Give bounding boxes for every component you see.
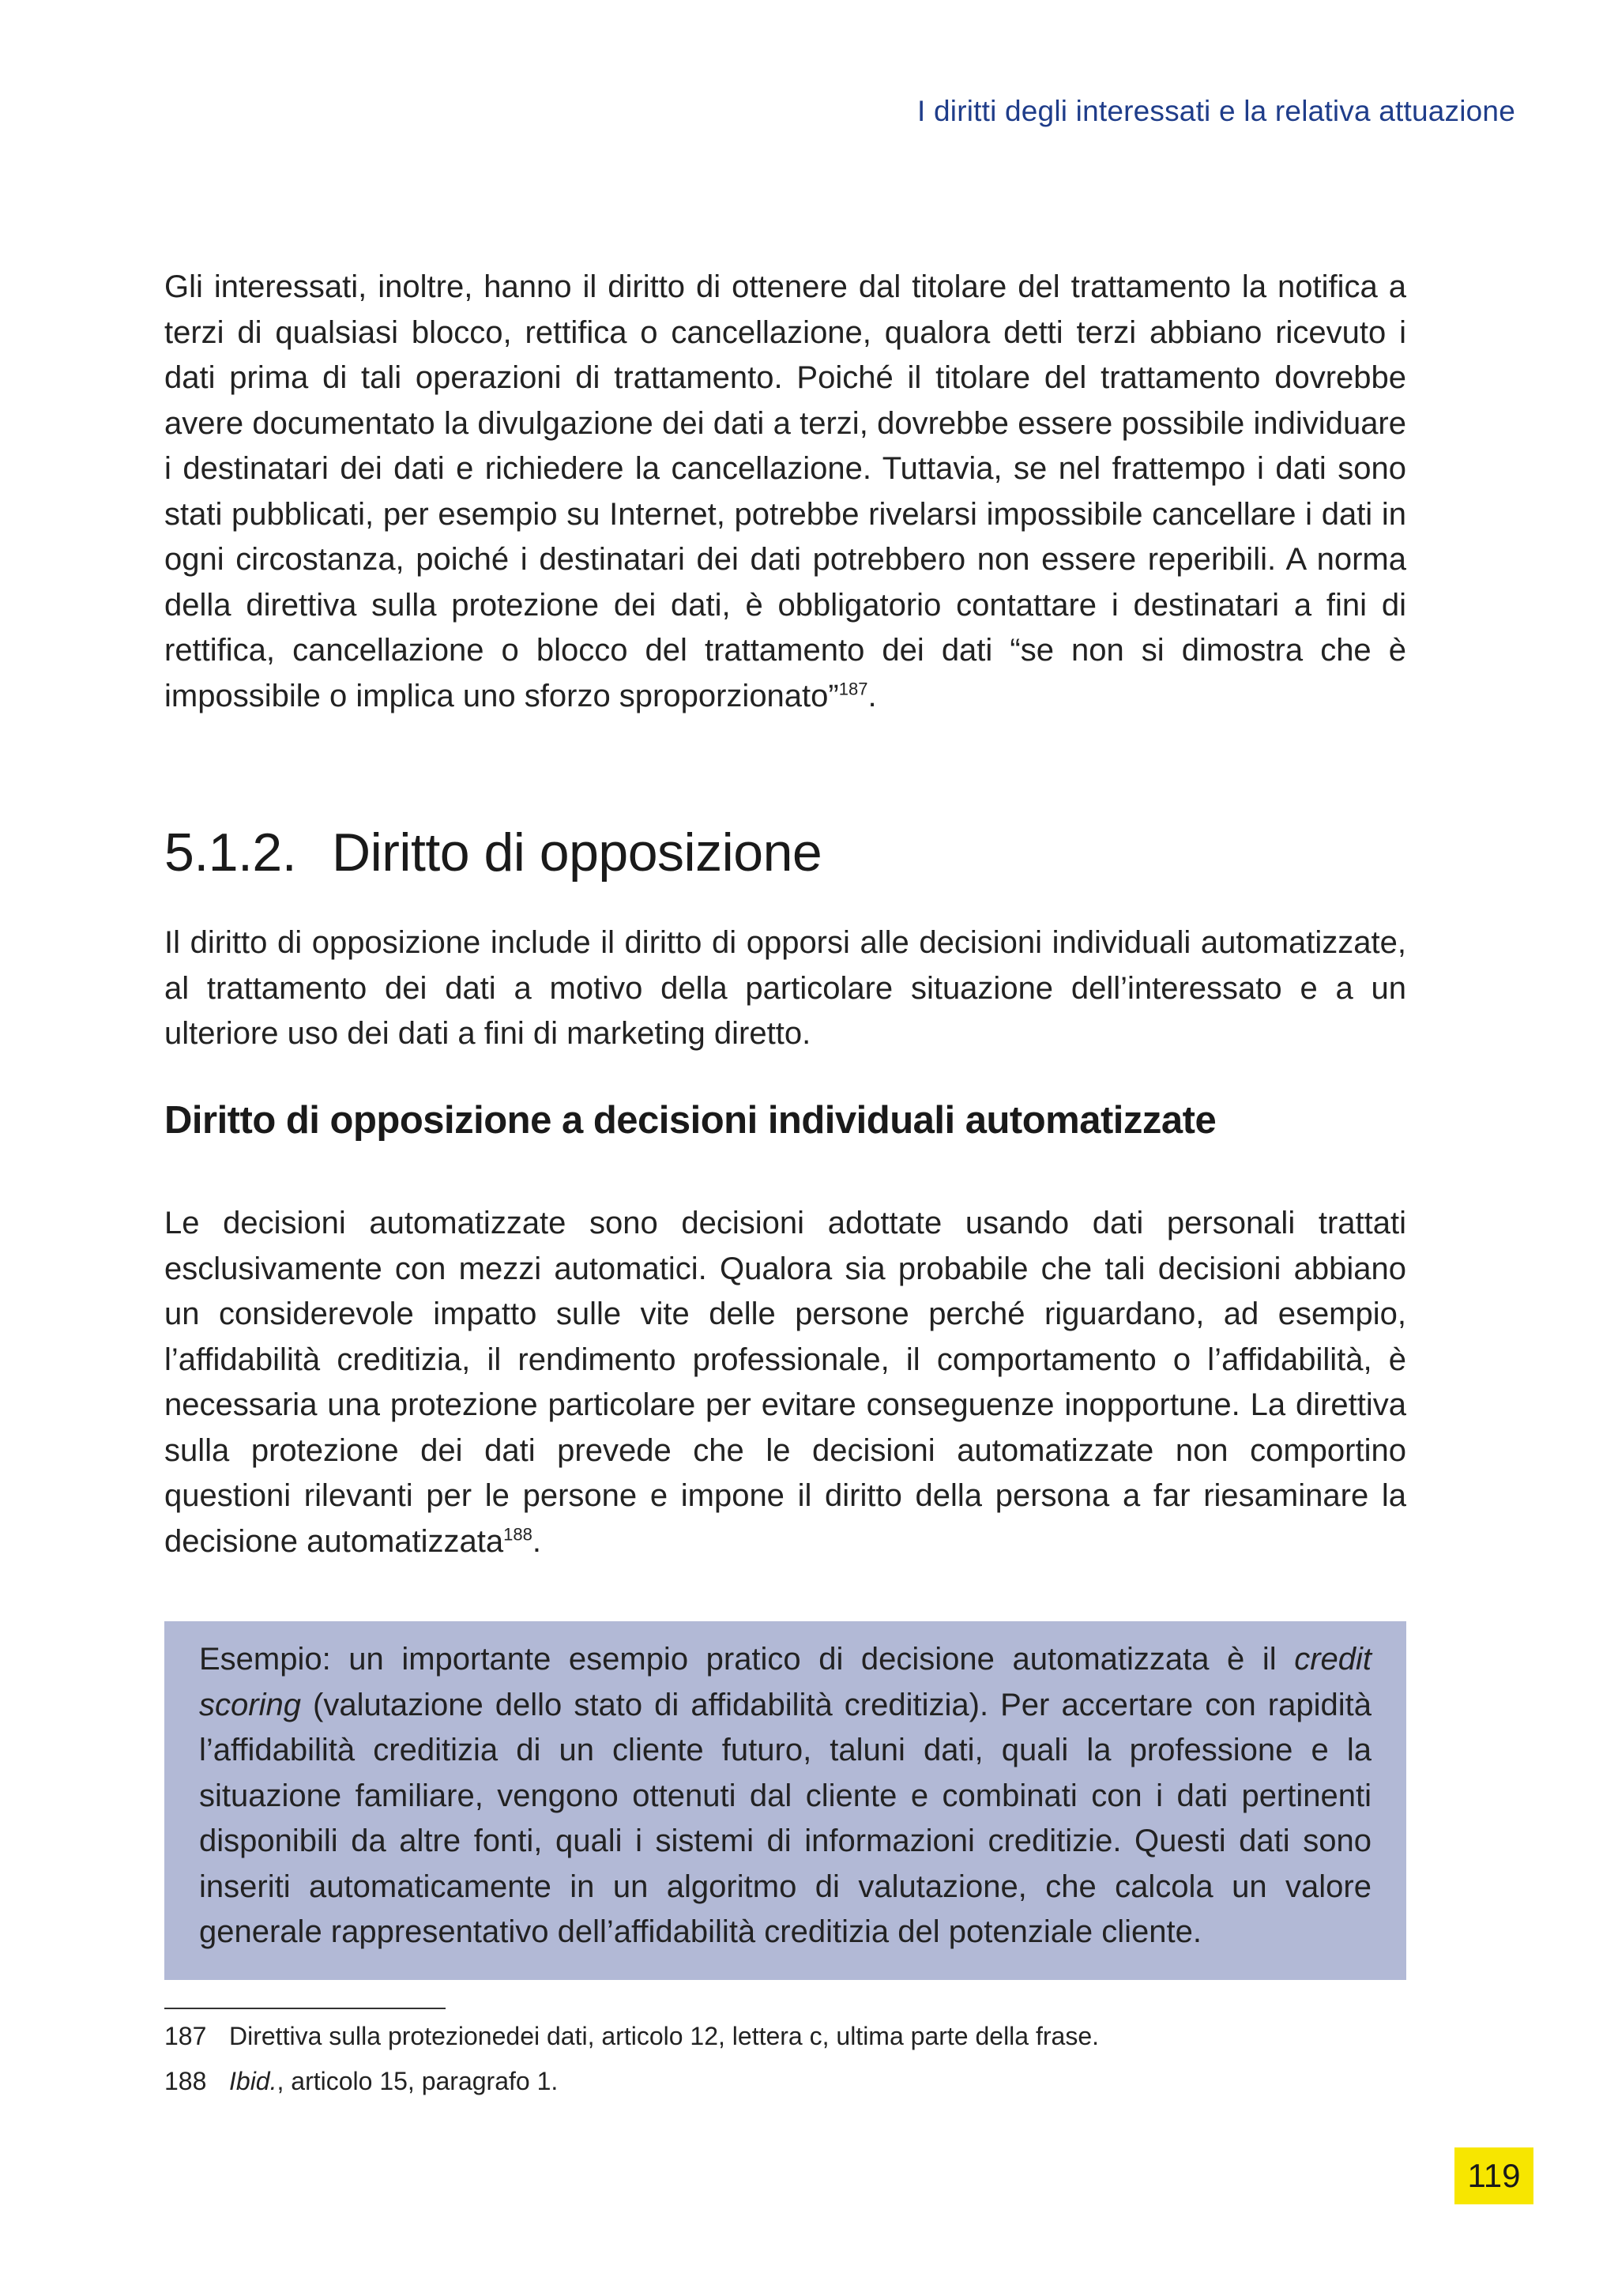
- example-box: [164, 1621, 1406, 1980]
- para3-text: Le decisioni automatizzate sono decisioni adottate usando dati personali trattati esclusivamente con mezzi automatici. Qualora sia probabile che tali decisioni abbiano un considerevole impatto sulle vite delle persone perché riguardano, ad esempio, l’affidabilità creditizia, il rendimento professionale, il comportamento o l’affidabilità, è necessaria una protezione particolare per evitare conseguenze inopportune. La direttiva sulla protezione dei dati prevede che le decisioni automatizzate non comportino questioni rilevanti per le persone e impone il diritto della persona a far riesaminare la decisione automatizzata: [164, 1206, 1406, 1559]
- footnote-number: 187: [164, 2022, 207, 2050]
- footnote-187: [164, 2020, 1099, 2052]
- body-paragraph-2: Il diritto di opposizione include il diritto di opporsi alle decisioni individuali automatizzate, al trattamento dei dati a motivo della particolare situazione dell’interessato e a un ulteriore uso dei dati a fini di marketing diretto.: [164, 925, 1406, 1051]
- footnote-ref-187[interactable]: 187: [838, 679, 868, 699]
- example-text: [199, 1637, 1372, 1955]
- page-number: 119: [1454, 2147, 1533, 2204]
- body-paragraph-3: [164, 1201, 1406, 1564]
- footnote-divider: [164, 2008, 446, 2009]
- footnote-number: 188: [164, 2067, 207, 2095]
- subsection-heading: Diritto di opposizione a decisioni individuali automatizzate: [164, 1099, 1217, 1142]
- example-rest: (valutazione dello stato di affidabilità creditizia). Per accertare con rapidità l’affidabilità creditizia di un cliente futuro, taluni dati, quali la professione e la situazione familiare, vengono ottenuti dal cliente e combinati con i dati pertinenti disponibili da altre fonti, quali i sistemi di informazioni creditizie. Questi dati sono inseriti automaticamente in un algoritmo di valutazione, che calcola un valore generale rappresentativo dell’affidabilità creditizia del potenziale cliente.: [199, 1687, 1372, 1949]
- footnote-text: , articolo 15, paragrafo 1.: [277, 2067, 559, 2095]
- para1-end: .: [867, 678, 877, 713]
- para1-text: Gli interessati, inoltre, hanno il diritto di ottenere dal titolare del trattamento la notifica a terzi di qualsiasi blocco, rettifica o cancellazione, qualora detti terzi abbiano ricevuto i dati prima di tali operazioni di trattamento. Poiché il titolare del trattamento dovrebbe avere documentato la divulgazione dei dati a terzi, dovrebbe essere possibile individuare i destinatari dei dati e richiedere la cancellazione. Tuttavia, se nel frattempo i dati sono stati pubblicati, per esempio su Internet, potrebbe rivelarsi impossibile cancellare i dati in ogni circostanza, poiché i destinatari dei dati potrebbero non essere reperibili. A norma della direttiva sulla protezione dei dati, è obbligatorio contattare i destinatari a fini di rettifica, cancellazione o blocco del trattamento dei dati “se non si dimostra che è impossibile o implica uno sforzo sproporzionato”: [164, 269, 1406, 713]
- section-heading: [164, 822, 822, 883]
- footnote-lead: Ibid.: [229, 2067, 277, 2095]
- running-header: I diritti degli interessati e la relativa attuazione: [917, 95, 1515, 127]
- section-title: Diritto di opposizione: [332, 822, 822, 883]
- example-term: credit scoring: [199, 1642, 1372, 1722]
- body-paragraph-1: [164, 265, 1406, 719]
- footnote-188: [164, 2065, 558, 2097]
- footnote-text: Direttiva sulla protezionedei dati, articolo 12, lettera c, ultima parte della frase.: [229, 2022, 1099, 2050]
- footnote-ref-188[interactable]: 188: [503, 1524, 532, 1545]
- example-intro: Esempio: un importante esempio pratico di decisione automatizzata è il: [199, 1642, 1295, 1677]
- para3-end: .: [532, 1523, 541, 1559]
- section-number: 5.1.2.: [164, 822, 297, 883]
